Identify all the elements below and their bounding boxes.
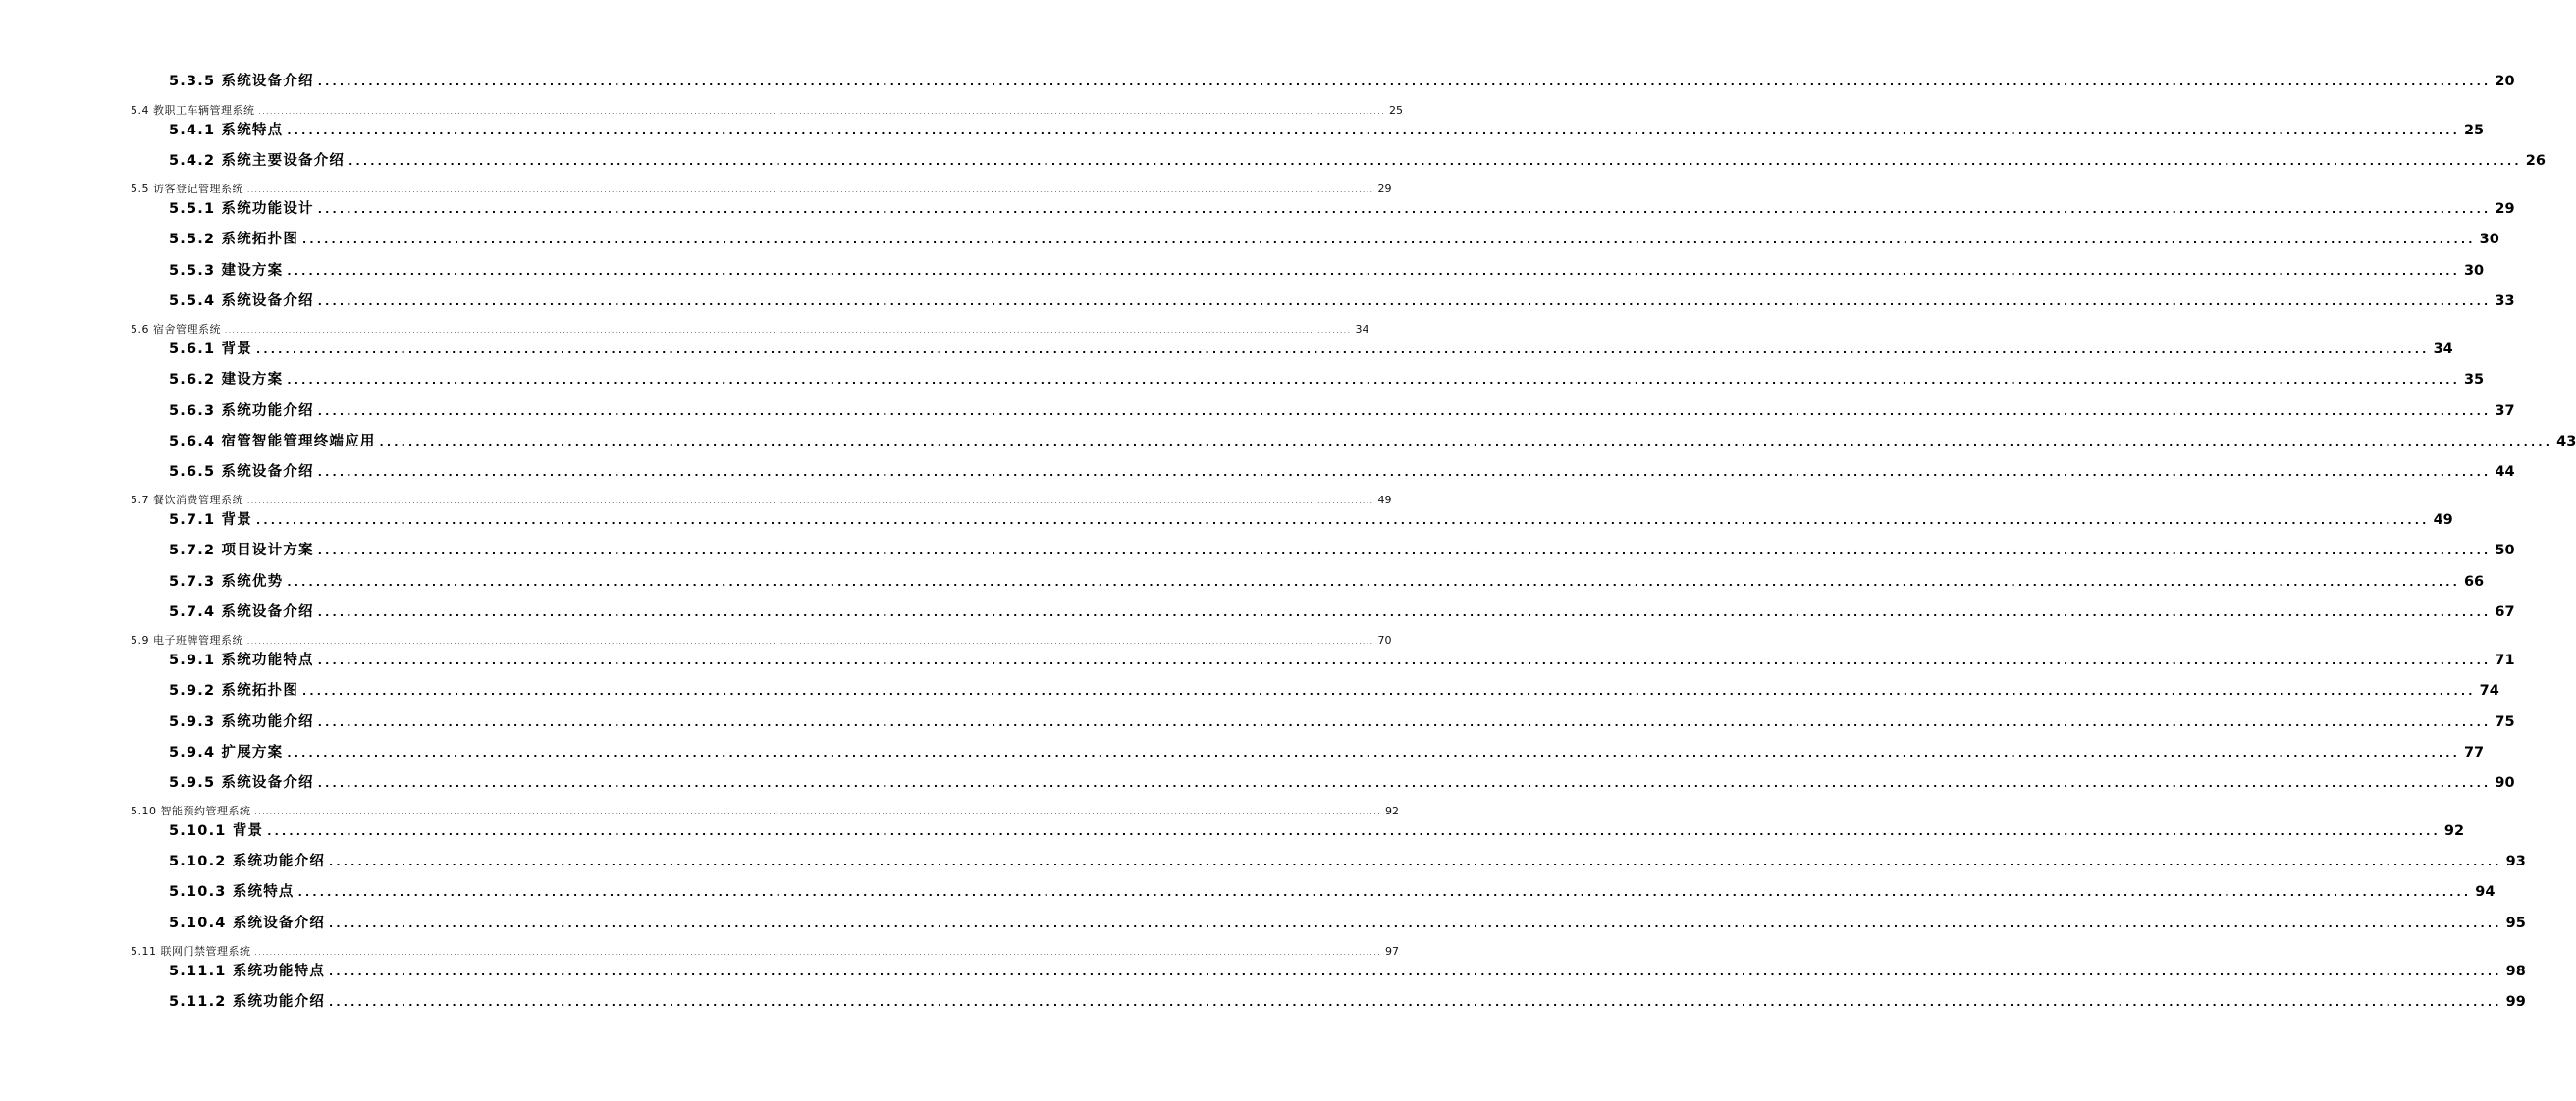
toc-leader-dots: ............................................................................................................................................................................................................................................................................................................: [302, 234, 2476, 246]
toc-entry[interactable]: [169, 882, 2496, 902]
toc-entry-title: 5.4.1 系统特点: [169, 123, 284, 138]
toc-entry-page-number: 20: [2495, 74, 2515, 89]
toc-entry[interactable]: [169, 681, 2499, 701]
toc-entry-page-number: 98: [2505, 964, 2526, 979]
toc-leader-dots: ............................................................................................................................................................................................................................................................................................................: [297, 886, 2472, 899]
toc-entry-title: 5.9 电子班牌管理系统: [131, 634, 243, 647]
toc-leader-dots: ............................................................................................................................................................................................................................................................................................................: [329, 996, 2502, 1009]
toc-entry[interactable]: [169, 821, 2465, 841]
toc-entry-title: 5.6.2 建设方案: [169, 372, 284, 388]
toc-entry-page-number: 50: [2495, 543, 2515, 558]
toc-entry-title: 5.9.5 系统设备介绍: [169, 775, 314, 791]
toc-entry-page-number: 25: [2463, 123, 2485, 138]
toc-entry[interactable]: [169, 72, 2515, 91]
toc-leader-dots: ............................................................................................................................................................................................................................................................................................................: [254, 949, 1382, 957]
toc-leader-dots: ............................................................................................................................................................................................................................................................................................................: [287, 265, 2460, 278]
toc-entry-title: 5.5.1 系统功能设计: [169, 201, 314, 217]
toc-entry-page-number: 95: [2505, 916, 2526, 931]
toc-entry-title: 5.5.4 系统设备介绍: [169, 293, 314, 309]
toc-leader-dots: ............................................................................................................................................................................................................................................................................................................: [329, 918, 2502, 930]
toc-entry[interactable]: [169, 401, 2515, 421]
toc-entry-page-number: 44: [2495, 464, 2515, 480]
toc-entry[interactable]: [131, 183, 1392, 196]
toc-leader-dots: ............................................................................................................................................................................................................................................................................................................: [329, 856, 2502, 868]
toc-leader-dots: ............................................................................................................................................................................................................................................................................................................: [329, 966, 2502, 978]
toc-entry-page-number: 77: [2463, 745, 2485, 760]
toc-entry-page-number: 94: [2475, 884, 2496, 900]
toc-entry[interactable]: [169, 541, 2515, 560]
toc-entry-title: 5.6.3 系统功能介绍: [169, 403, 314, 419]
toc-entry[interactable]: [169, 773, 2515, 793]
toc-leader-dots: ............................................................................................................................................................................................................................................................................................................: [302, 685, 2476, 698]
toc-entry-page-number: 66: [2463, 574, 2485, 590]
toc-entry-page-number: 49: [2433, 512, 2453, 528]
toc-entry[interactable]: [169, 261, 2485, 281]
toc-entry-page-number: 37: [2495, 403, 2515, 419]
toc-entry-page-number: 43: [2556, 434, 2576, 449]
toc-leader-dots: ............................................................................................................................................................................................................................................................................................................: [317, 76, 2492, 88]
toc-entry-title: 5.7.1 背景: [169, 512, 252, 528]
toc-leader-dots: ............................................................................................................................................................................................................................................................................................................: [317, 203, 2492, 216]
toc-entry-title: 5.3.5 系统设备介绍: [169, 74, 314, 89]
toc-leader-dots: ............................................................................................................................................................................................................................................................................................................: [317, 545, 2492, 557]
toc-entry-page-number: 33: [2495, 293, 2515, 309]
toc-entry[interactable]: [169, 852, 2526, 871]
toc-entry-title: 5.4.2 系统主要设备介绍: [169, 153, 346, 169]
toc-entry-title: 5.7.2 项目设计方案: [169, 543, 314, 558]
toc-entry[interactable]: [169, 651, 2515, 670]
toc-leader-dots: ............................................................................................................................................................................................................................................................................................................: [287, 374, 2460, 387]
toc-leader-dots: ............................................................................................................................................................................................................................................................................................................: [267, 825, 2441, 838]
toc-leader-dots: ............................................................................................................................................................................................................................................................................................................: [317, 716, 2492, 729]
toc-entry-title: 5.10 智能预约管理系统: [131, 805, 251, 817]
toc-entry-title: 5.7 餐饮消费管理系统: [131, 494, 243, 506]
toc-entry[interactable]: [131, 805, 1400, 818]
toc-leader-dots: ............................................................................................................................................................................................................................................................................................................: [287, 747, 2460, 760]
toc-leader-dots: ............................................................................................................................................................................................................................................................................................................: [255, 343, 2430, 356]
toc-entry-page-number: 74: [2479, 683, 2499, 699]
toc-leader-dots: ............................................................................................................................................................................................................................................................................................................: [317, 777, 2492, 790]
toc-entry-title: 5.10.4 系统设备介绍: [169, 916, 326, 931]
toc-entry-title: 5.7.3 系统优势: [169, 574, 284, 590]
toc-entry[interactable]: [131, 634, 1392, 648]
toc-leader-dots: ............................................................................................................................................................................................................................................................................................................: [258, 108, 1386, 116]
toc-entry-title: 5.10.2 系统功能介绍: [169, 854, 326, 869]
toc-entry-title: 5.9.3 系统功能介绍: [169, 714, 314, 730]
toc-entry-title: 5.11.1 系统功能特点: [169, 964, 326, 979]
toc-entry-page-number: 70: [1377, 634, 1392, 647]
toc-entry[interactable]: [169, 340, 2453, 359]
toc-entry-page-number: 34: [1355, 323, 1369, 336]
toc-entry-title: 5.4 教职工车辆管理系统: [131, 104, 255, 117]
toc-entry-page-number: 30: [2463, 263, 2485, 279]
toc-entry[interactable]: [169, 572, 2485, 592]
toc-entry-page-number: 90: [2495, 775, 2515, 791]
toc-entry[interactable]: [169, 914, 2526, 933]
toc-entry-page-number: 49: [1377, 494, 1392, 506]
toc-entry[interactable]: [169, 743, 2485, 762]
toc-entry-title: 5.11 联网门禁管理系统: [131, 945, 251, 958]
toc-entry[interactable]: [169, 510, 2453, 530]
toc-entry-page-number: 35: [2463, 372, 2485, 388]
toc-entry-page-number: 93: [2505, 854, 2526, 869]
toc-leader-dots: ............................................................................................................................................................................................................................................................................................................: [379, 436, 2553, 448]
toc-leader-dots: ............................................................................................................................................................................................................................................................................................................: [317, 655, 2492, 667]
toc-entry[interactable]: [169, 462, 2515, 482]
toc-leader-dots: ............................................................................................................................................................................................................................................................................................................: [349, 155, 2522, 168]
toc-entry-title: 5.6.5 系统设备介绍: [169, 464, 314, 480]
toc-leader-dots: ............................................................................................................................................................................................................................................................................................................: [247, 186, 1374, 194]
toc-leader-dots: ............................................................................................................................................................................................................................................................................................................: [255, 514, 2430, 527]
toc-entry[interactable]: [131, 104, 1404, 118]
toc-leader-dots: ............................................................................................................................................................................................................................................................................................................: [247, 638, 1374, 646]
toc-entry-page-number: 71: [2495, 653, 2515, 668]
toc-entry-page-number: 26: [2525, 153, 2546, 169]
toc-entry-title: 5.9.1 系统功能特点: [169, 653, 314, 668]
toc-entry-title: 5.11.2 系统功能介绍: [169, 994, 326, 1010]
toc-leader-dots: ............................................................................................................................................................................................................................................................................................................: [317, 466, 2492, 479]
toc-entry-title: 5.6.4 宿管智能管理终端应用: [169, 434, 376, 449]
toc-entry-title: 5.5 访客登记管理系统: [131, 183, 243, 195]
toc-entry[interactable]: [169, 151, 2546, 171]
toc-entry-page-number: 25: [1389, 104, 1404, 117]
toc-entry[interactable]: [169, 370, 2485, 390]
toc-entry[interactable]: [131, 945, 1400, 959]
toc-leader-dots: ............................................................................................................................................................................................................................................................................................................: [317, 606, 2492, 619]
toc-entry-page-number: 92: [2443, 823, 2465, 839]
toc-leader-dots: ............................................................................................................................................................................................................................................................................................................: [225, 327, 1352, 335]
toc-entry-title: 5.10.3 系统特点: [169, 884, 295, 900]
toc-entry-page-number: 34: [2433, 341, 2453, 357]
toc-entry[interactable]: [169, 230, 2499, 249]
toc-leader-dots: ............................................................................................................................................................................................................................................................................................................: [287, 576, 2460, 589]
toc-entry[interactable]: [169, 199, 2515, 219]
toc-leader-dots: ............................................................................................................................................................................................................................................................................................................: [317, 405, 2492, 418]
toc-entry-title: 5.6.1 背景: [169, 341, 252, 357]
toc-entry-page-number: 67: [2495, 604, 2515, 620]
toc-leader-dots: ............................................................................................................................................................................................................................................................................................................: [287, 125, 2460, 137]
toc-entry-title: 5.5.2 系统拓扑图: [169, 232, 299, 247]
toc-entry-page-number: 30: [2479, 232, 2499, 247]
toc-entry-page-number: 75: [2495, 714, 2515, 730]
toc-entry-page-number: 99: [2505, 994, 2526, 1010]
toc-entry-page-number: 92: [1385, 805, 1400, 817]
toc-entry-title: 5.5.3 建设方案: [169, 263, 284, 279]
toc-entry-title: 5.6 宿舍管理系统: [131, 323, 221, 336]
toc-entry-title: 5.10.1 背景: [169, 823, 264, 839]
toc-entry[interactable]: [131, 323, 1369, 337]
toc-entry[interactable]: [169, 992, 2526, 1012]
toc-entry-page-number: 29: [1377, 183, 1392, 195]
toc-entry[interactable]: [131, 494, 1392, 507]
toc-leader-dots: ............................................................................................................................................................................................................................................................................................................: [254, 809, 1382, 816]
toc-entry[interactable]: [169, 121, 2485, 140]
toc-entry[interactable]: [169, 603, 2515, 622]
toc-entry-page-number: 97: [1385, 945, 1400, 958]
toc-entry[interactable]: [169, 962, 2526, 981]
toc-entry-page-number: 29: [2495, 201, 2515, 217]
toc-entry[interactable]: [169, 712, 2515, 732]
toc-entry-title: 5.7.4 系统设备介绍: [169, 604, 314, 620]
toc-entry-title: 5.9.4 扩展方案: [169, 745, 284, 760]
toc-leader-dots: ............................................................................................................................................................................................................................................................................................................: [247, 498, 1374, 505]
toc-entry[interactable]: [169, 432, 2576, 451]
toc-entry-title: 5.9.2 系统拓扑图: [169, 683, 299, 699]
toc-entry[interactable]: [169, 291, 2515, 311]
toc-leader-dots: ............................................................................................................................................................................................................................................................................................................: [317, 295, 2492, 308]
